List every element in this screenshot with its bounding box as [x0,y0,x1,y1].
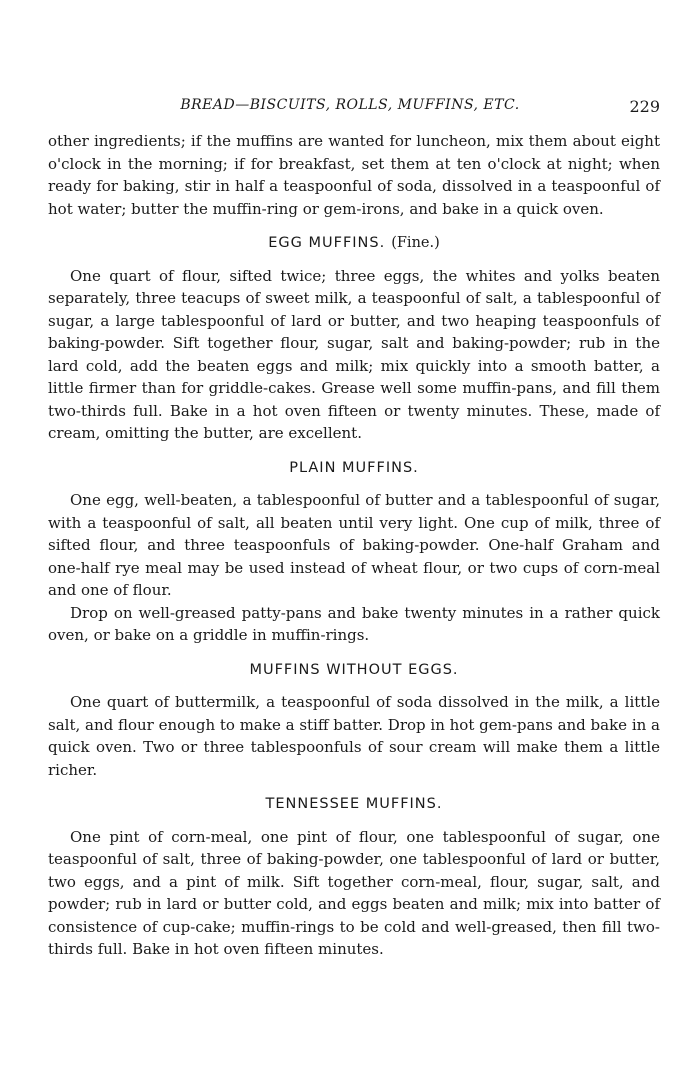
recipe-paragraph: One quart of flour, sifted twice; three eggs, the whites and yolks beaten separately, three teacups of sweet milk, a teaspoonful of salt, a tablespoonful of sugar, a large tablespoonful of lard or butter, and two heaping teaspoonfuls of baking-powder. Sift together flour, sugar, salt and baking-powder; rub in the lard cold, add the beaten eggs and milk; mix quickly into a smooth batter, a little firmer than for griddle-cakes. Grease well some muffin-pans, and fill them two-thirds full. Bake in a hot oven fifteen or twenty minutes. These, made of cream, omitting the butter, are excellent. [48,266,660,442]
running-header [0,95,700,119]
recipe-title: TENNESSEE MUFFINS. [265,796,443,812]
recipe-paragraph: One quart of buttermilk, a teaspoonful of soda dissolved in the milk, a little salt, and flour enough to make a stiff batter. Drop in hot gem-pans and bake in a quick oven. Two or three tablespoonfuls of sour cream will make them a little richer. [48,693,660,779]
recipe-egg-muffins [48,232,660,445]
page-content [48,130,660,961]
recipe-note: (Fine.) [391,235,440,251]
continuation-paragraph: other ingredients; if the muffins are wanted for luncheon, mix them about eight o'clock in the morning; if for breakfast, set them at ten o'clock at night; when ready for baking, stir in half a teaspoonful of soda, dissolved in a teaspoonful of hot water; butter the muffin-ring or gem-irons, and bake in a quick oven. [48,132,660,218]
recipe-title: PLAIN MUFFINS. [289,459,419,476]
recipe-title: EGG MUFFINS. (Fine.) [268,235,440,251]
recipe-title: MUFFINS WITHOUT EGGS. [249,661,459,678]
recipe-paragraph: One pint of corn-meal, one pint of flour, one tablespoonful of sugar, one teaspoonful of salt, three of baking-powder, one tablespoonful of lard or butter, two eggs, and a pint of milk. Sift together corn-meal, flour, sugar, salt, and powder; rub in lard or butter cold, and eggs beaten and milk; mix into batter of consistence of cup-cake; muffin-rings to be cold and well-greased, then fill two-thirds full. Bake in hot oven fifteen minutes. [48,827,660,958]
recipe-muffins-without-eggs [48,659,660,782]
page-number: 229 [629,97,660,116]
recipe-paragraph: One egg, well-beaten, a tablespoonful of butter and a tablespoonful of sugar, with a teaspoonful of salt, all beaten until very light. One cup of milk, three of sifted flour, and three teaspoonfuls of baking-powder. One-half Graham and one-half rye meal may be used instead of wheat flour, or two cups of corn-meal and one of flour. [48,491,660,599]
recipe-paragraph: Drop on well-greased patty-pans and bake twenty minutes in a rather quick oven, or bake on a griddle in muffin-rings. [48,603,660,644]
recipe-tennessee-muffins [48,793,660,961]
running-title: BREAD—BISCUITS, ROLLS, MUFFINS, ETC. [180,97,520,113]
recipe-plain-muffins [48,457,660,647]
